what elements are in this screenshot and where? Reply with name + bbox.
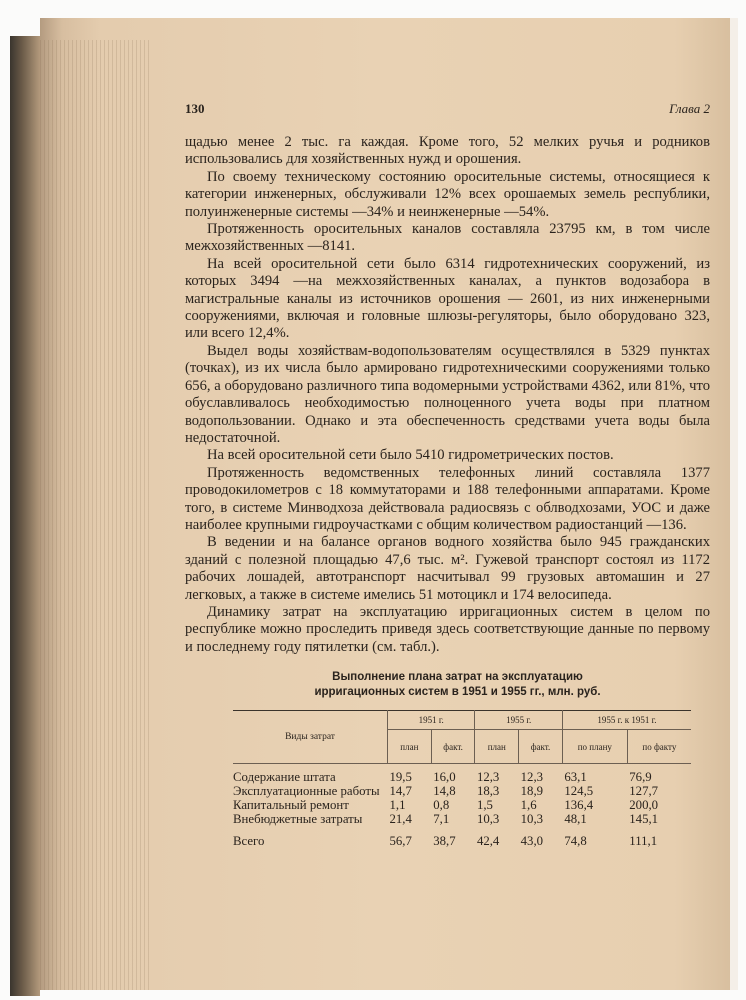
table-row: [233, 784, 691, 798]
cell: 1,6: [520, 798, 537, 813]
paragraph: В ведении и на балансе органов водного хозяйства было 945 гражданских зданий с полезной площадью 47,6 тыс. м². Гужевой транспорт состоял из 1172 рабочих лошадей, автотранспорт насчитывал 99 грузовых автомашин и 27 легковых, а также в системе имелись 51 мотоцикл и 174 велосипеда.: [185, 534, 710, 603]
chapter-title: Глава 2: [669, 101, 710, 116]
subheader-fact: факт.: [431, 730, 475, 764]
header-1951: 1951 г.: [388, 711, 475, 730]
running-header: [185, 100, 710, 122]
paragraph: Протяженность ведомственных телефонных линий составляла 1377 проводокилометров с 18 коммутаторами и 188 телефонными аппаратами. Кроме того, в системе Минводхоза действовала радиосвязь с облводхозами, УОС и даже наиболее крупными гидроучастками с общим количеством радиостанций —136.: [185, 464, 710, 533]
cell: 111,1: [629, 834, 658, 849]
paragraph: По своему техническому состоянию оросительные системы, относящиеся к категории инженерных, обслуживали 12% всех орошаемых земель республики, полуинженерные системы —34% и неинженерные —54%.: [185, 168, 710, 220]
row-label: Внебюджетные затраты: [233, 812, 363, 827]
table-title: [185, 670, 710, 700]
header-kind: Виды затрат: [233, 711, 388, 764]
paragraph: На всей оросительной сети было 6314 гидротехнических сооружений, из которых 3494 —на межхозяйственных каналах, а пунктов водозабора в магистральные каналы из источников орошения — 2601, из них инженерными сооружениями, включая и головные шлюзы-регуляторы, было оборудовано 323, или всего 12,4%.: [185, 255, 710, 342]
subheader-fact: факт.: [519, 730, 563, 764]
cell: 16,0: [433, 770, 456, 785]
cell: 74,8: [564, 834, 587, 849]
cell: 12,3: [520, 770, 544, 785]
table-title-line: Выполнение плана затрат на эксплуатацию: [332, 671, 583, 684]
table-row: [233, 764, 691, 785]
cell: 43,0: [520, 834, 544, 849]
cell: 56,7: [389, 834, 412, 849]
row-label: Эксплуатационные работы: [233, 784, 380, 799]
cell: 124,5: [564, 784, 594, 799]
row-label: Содержание штата: [233, 770, 336, 785]
paragraph: Протяженность оросительных каналов составляла 23795 км, в том числе межхозяйственных —8141.: [185, 221, 710, 255]
cell: 10,3: [520, 812, 544, 827]
cell: 10,3: [476, 812, 500, 827]
cell: 14,8: [433, 784, 456, 799]
cell: 12,3: [476, 770, 500, 785]
page-content: [185, 100, 710, 848]
cell: 0,8: [433, 798, 450, 813]
header-ratio: 1955 г. к 1951 г.: [562, 711, 691, 730]
table-row: [233, 798, 691, 812]
subheader-by-plan: по плану: [562, 730, 627, 764]
subheader-plan: план: [475, 730, 519, 764]
book-spine-edge: [10, 36, 40, 996]
header-1955: 1955 г.: [475, 711, 562, 730]
cell: 38,7: [433, 834, 456, 849]
cell: 127,7: [629, 784, 659, 799]
cell: 21,4: [389, 812, 412, 827]
paragraph: Выдел воды хозяйствам-водопользователям осуществлялся в 5329 пунктах (точках), из их числа было армировано гидротехническими сооружениями только 656, а оборудовано различного типа водомерными устройствами 4362, или 81%, что обуславливалось необходимостью полноценного учета воды при платном водопользовании. Однако и эта обеспеченность средствами учета воды была недостаточной.: [185, 342, 710, 446]
row-label: Всего: [233, 834, 265, 849]
cell: 136,4: [564, 798, 594, 813]
paragraph: щадью менее 2 тыс. га каждая. Кроме того, 52 мелких ручья и родников использовались для хозяйственных нужд и орошения.: [185, 134, 710, 168]
cell: 48,1: [564, 812, 587, 827]
cell: 1,5: [476, 798, 493, 813]
costs-table: [233, 710, 691, 848]
cell: 76,9: [629, 770, 652, 785]
cell: 63,1: [564, 770, 587, 785]
page-stack-edge: [40, 40, 150, 990]
subheader-plan: план: [388, 730, 432, 764]
cell: 42,4: [476, 834, 500, 849]
table-row: [233, 812, 691, 826]
table-total-row: [233, 826, 691, 848]
cell: 1,1: [389, 798, 406, 813]
cell: 200,0: [629, 798, 659, 813]
table-title-line: ирригационных систем в 1951 и 1955 гг., млн. руб.: [314, 686, 601, 699]
row-label: Капитальный ремонт: [233, 798, 349, 813]
page-number: 130: [185, 101, 205, 116]
paragraph: На всей оросительной сети было 5410 гидрометрических постов.: [207, 447, 614, 464]
paragraph: Динамику затрат на эксплуатацию ирригационных систем в целом по республике можно проследить приведя здесь соответствующие данные по первому и последнему году пятилетки (см. табл.).: [185, 603, 710, 655]
cell: 14,7: [389, 784, 412, 799]
cell: 7,1: [433, 812, 450, 827]
cell: 18,9: [520, 784, 544, 799]
subheader-by-fact: по факту: [627, 730, 691, 764]
cell: 19,5: [389, 770, 412, 785]
cell: 145,1: [629, 812, 659, 827]
cell: 18,3: [476, 784, 500, 799]
